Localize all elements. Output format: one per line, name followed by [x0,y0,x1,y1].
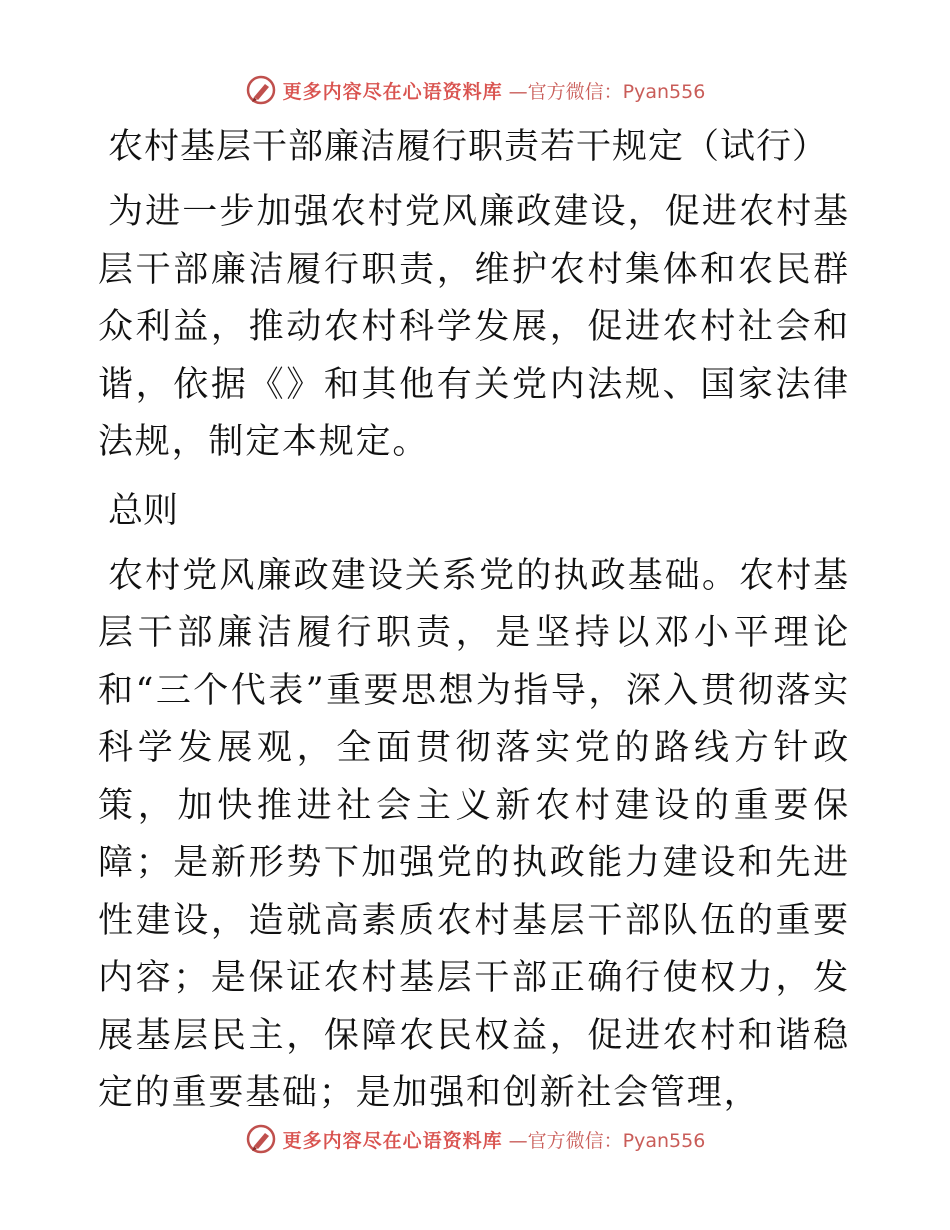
watermark-suffix: —官方微信：Pyan556 [508,1129,706,1152]
pen-logo-icon [245,74,277,106]
pen-logo-icon [245,1123,277,1155]
body-paragraph: 农村党风廉政建设关系党的执政基础。农村基层干部廉洁履行职责，是坚持以邓小平理论和“三个代表”重要思想为指导，深入贯彻落实科学发展观，全面贯彻落实党的路线方针政策，加快推进社会主义新农村建设的重要保障；是新形势下加强党的执政能力建设和先进性建设，造就高素质农村基层干部队伍的重要内容；是保证农村基层干部正确行使权力，发展基层民主，保障农民权益，促进农村和谐稳定的重要基础；是加强和创新社会管理， [98,555,850,1113]
watermark-footer [0,1121,950,1157]
watermark-prefix: 更多内容尽在心语资料库 [282,1129,503,1152]
section-heading: 总则 [108,490,179,531]
document-body [98,120,850,1123]
watermark-suffix: —官方微信：Pyan556 [508,80,706,103]
watermark-prefix: 更多内容尽在心语资料库 [282,80,503,103]
document-title: 农村基层干部廉洁履行职责若干规定（试行） [108,127,829,167]
intro-paragraph: 为进一步加强农村党风廉政建设，促进农村基层干部廉洁履行职责，维护农村集体和农民群众利益，推动农村科学发展，促进农村社会和谐，依据《》和其他有关党内法规、国家法律法规，制定本规定。 [98,192,850,462]
watermark-header [0,72,950,108]
